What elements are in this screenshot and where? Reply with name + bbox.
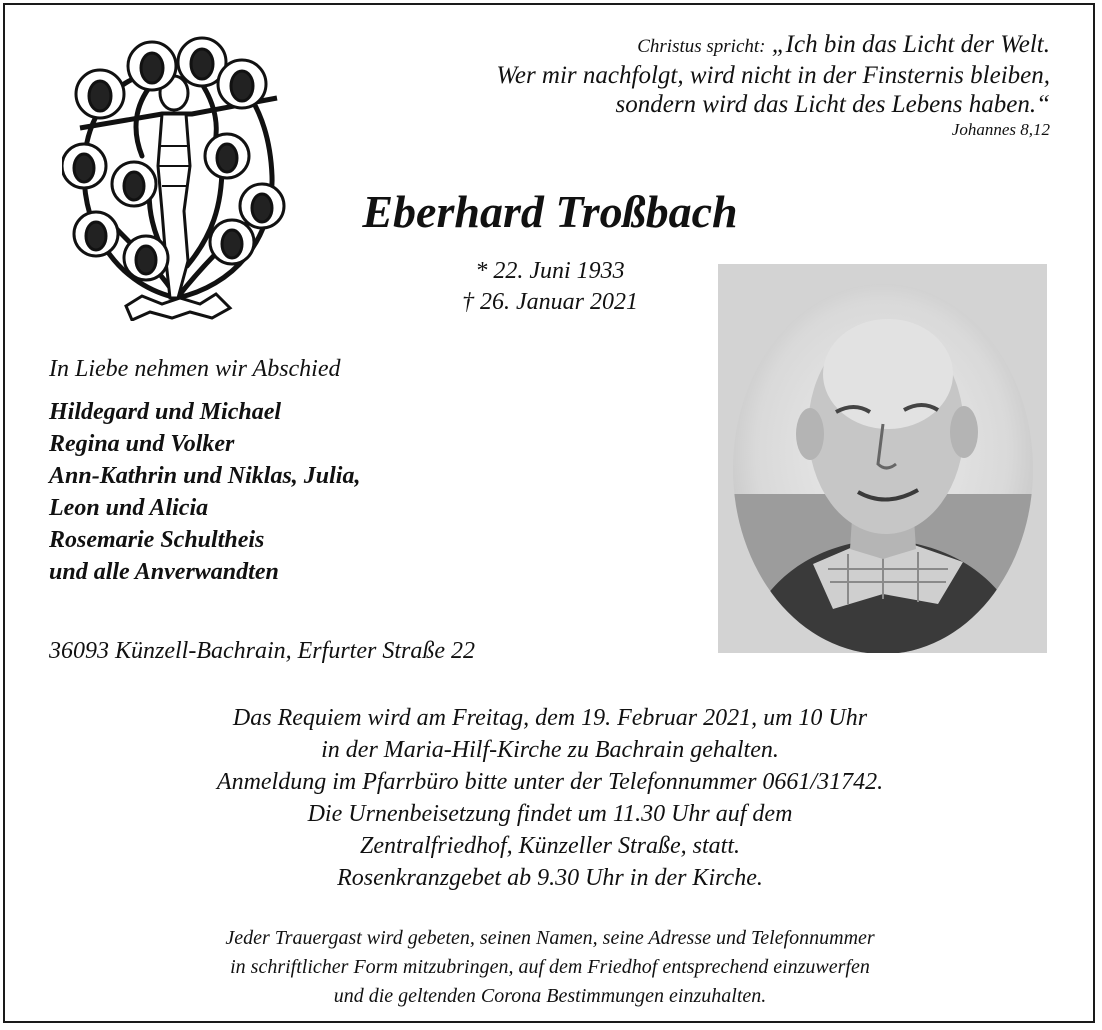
- mourner-line: Rosemarie Schultheis: [49, 527, 265, 553]
- notice-line: und die geltenden Corona Bestimmungen einzuhalten.: [333, 985, 767, 1007]
- portrait-photo: [718, 264, 1047, 653]
- service-line: Das Requiem wird am Freitag, dem 19. Februar 2021, um 10 Uhr: [232, 705, 868, 731]
- mourners-list: [49, 396, 360, 588]
- bible-quote: [410, 30, 1050, 141]
- service-details: [80, 702, 1020, 894]
- quote-line-3: sondern wird das Licht des Lebens haben.“: [615, 91, 1050, 118]
- service-line: Zentralfriedhof, Künzeller Straße, statt.: [359, 833, 740, 859]
- farewell-text: In Liebe nehmen wir Abschied: [49, 356, 341, 382]
- mourner-line: Hildegard und Michael: [49, 399, 282, 425]
- quote-source: Johannes 8,12: [951, 120, 1050, 139]
- life-dates: [380, 256, 720, 318]
- crucifix-with-apostles-icon: [62, 36, 292, 321]
- family-address: 36093 Künzell-Bachrain, Erfurter Straße 22: [49, 638, 475, 664]
- service-line: Die Urnenbeisetzung findet um 11.30 Uhr auf dem: [307, 801, 793, 827]
- quote-line-2: Wer mir nachfolgt, wird nicht in der Finsternis bleiben,: [496, 62, 1050, 89]
- service-line: Rosenkranzgebet ab 9.30 Uhr in der Kirche.: [337, 865, 763, 891]
- mourner-line: Regina und Volker: [49, 431, 235, 457]
- birth-date: * 22. Juni 1933: [475, 258, 625, 284]
- notice-line: Jeder Trauergast wird gebeten, seinen Namen, seine Adresse und Telefonnummer: [225, 927, 875, 949]
- service-line: in der Maria-Hilf-Kirche zu Bachrain gehalten.: [321, 737, 779, 763]
- notice-line: in schriftlicher Form mitzubringen, auf dem Friedhof entsprechend einzuwerfen: [230, 956, 870, 978]
- mourner-line: Leon und Alicia: [49, 495, 209, 521]
- service-line: Anmeldung im Pfarrbüro bitte unter der Telefonnummer 0661/31742.: [216, 769, 884, 795]
- deceased-name: Eberhard Troßbach: [362, 186, 738, 237]
- mourner-line: und alle Anverwandten: [49, 559, 279, 585]
- guest-notice: [80, 924, 1020, 1011]
- mourner-line: Ann-Kathrin und Niklas, Julia,: [49, 463, 361, 489]
- quote-intro: Christus spricht:: [637, 36, 766, 57]
- quote-line-1: „Ich bin das Licht der Welt.: [771, 31, 1050, 58]
- death-date: † 26. Januar 2021: [462, 289, 638, 315]
